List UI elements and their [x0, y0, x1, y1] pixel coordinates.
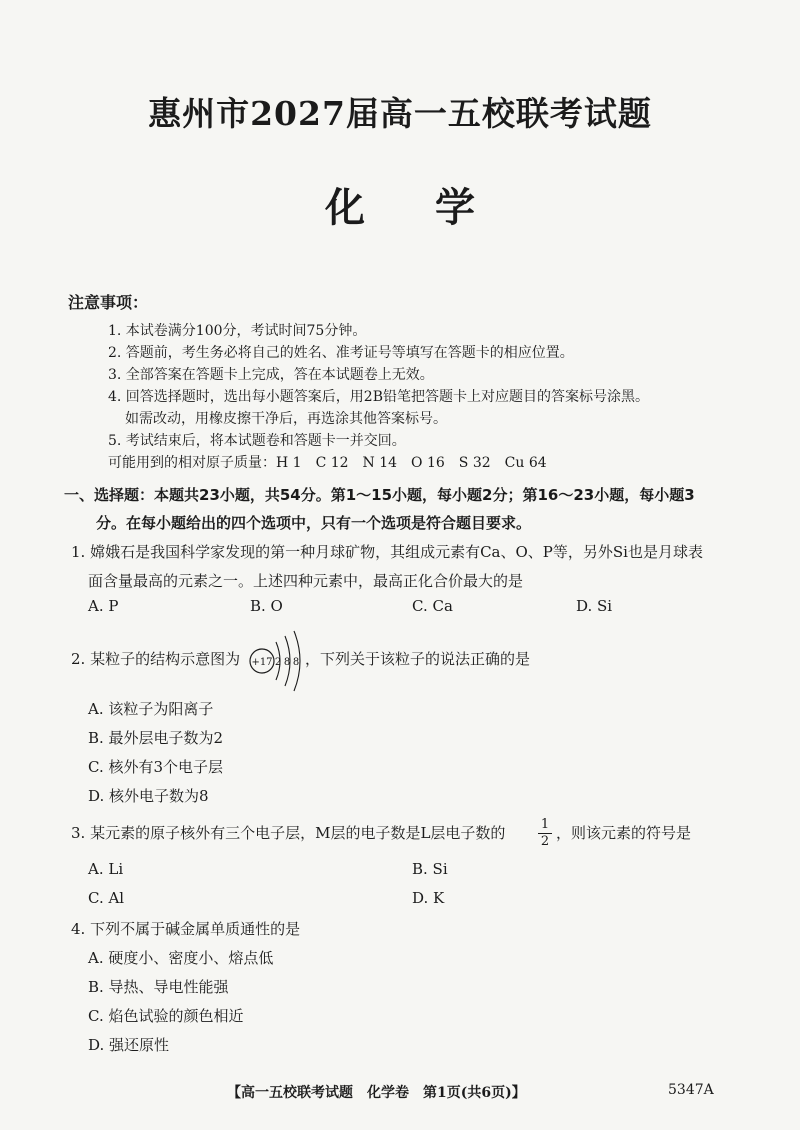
question-3-option: D. K: [412, 889, 445, 907]
question-1-stem: 1. 嫦娥石是我国科学家发现的第一种月球矿物，其组成元素有Ca、O、P等，另外Si也是月球表: [71, 543, 703, 561]
notice-item: 4. 回答选择题时，选出每小题答案后，用2B铅笔把答题卡上对应题目的答案标号涂黑。: [108, 389, 650, 405]
question-1-option: D. Si: [576, 597, 613, 615]
question-3-option: B. Si: [412, 860, 448, 878]
question-4-stem: 4. 下列不属于碱金属单质通性的是: [71, 920, 301, 938]
atomic-mass-line: 可能用到的相对原子质量：H 1 C 12 N 14 O 16 S 32 Cu 64: [108, 455, 547, 471]
question-4-option: A. 硬度小、密度小、熔点低: [88, 949, 274, 967]
notice-item: 3. 全部答案在答题卡上完成，答在本试题卷上无效。: [108, 367, 434, 383]
section-heading: 一、选择题：本题共23小题，共54分。第1～15小题，每小题2分；第16～23小题，每小题3: [64, 486, 695, 504]
fraction-one-half: [538, 818, 552, 849]
question-1-option: C. Ca: [412, 597, 453, 615]
question-3-option: A. Li: [88, 860, 124, 878]
page-title: 惠州市2027届高一五校联考试题: [148, 94, 652, 133]
question-3-stem: ，则该元素的符号是: [556, 824, 692, 842]
shell-electron-count: 2: [274, 657, 282, 668]
question-2-option: A. 该粒子为阳离子: [88, 700, 214, 718]
fraction-numerator: 1: [540, 817, 550, 832]
question-2-option: C. 核外有3个电子层: [88, 758, 224, 776]
fraction-denominator: 2: [540, 834, 550, 849]
question-1-option: A. P: [88, 597, 119, 615]
notice-item: 2. 答题前，考生务必将自己的姓名、准考证号等填写在答题卡的相应位置。: [108, 345, 574, 361]
question-2-option: B. 最外层电子数为2: [88, 729, 224, 747]
section-heading: 分。在每小题给出的四个选项中，只有一个选项是符合题目要求。: [96, 514, 532, 532]
question-4-option: C. 焰色试验的颜色相近: [88, 1007, 244, 1025]
question-2-stem: 2. 某粒子的结构示意图为: [71, 650, 241, 668]
subject-title: 化学: [325, 184, 545, 231]
notice-item: 5. 考试结束后，将本试题卷和答题卡一并交回。: [108, 433, 406, 449]
question-3-stem: 3. 某元素的原子核外有三个电子层，M层的电子数是L层电子数的: [71, 824, 506, 842]
question-1-option: B. O: [250, 597, 283, 615]
question-3-option: C. Al: [88, 889, 125, 907]
question-1-stem: 面含量最高的元素之一。上述四种元素中，最高正化合价最大的是: [88, 572, 524, 590]
nucleus-charge: +17: [251, 657, 273, 668]
paper-code: 5347A: [668, 1082, 714, 1098]
page-footer: 【高一五校联考试题 化学卷 第1页(共6页)】: [227, 1085, 526, 1101]
atom-structure-diagram: [248, 628, 304, 694]
shell-electron-count: 8: [292, 657, 300, 668]
notice-item: 如需改动，用橡皮擦干净后，再选涂其他答案标号。: [125, 411, 447, 427]
shell-electron-count: 8: [283, 657, 291, 668]
notice-item: 1. 本试卷满分100分，考试时间75分钟。: [108, 323, 367, 339]
question-2-option: D. 核外电子数为8: [88, 787, 209, 805]
question-4-option: D. 强还原性: [88, 1036, 170, 1054]
question-4-option: B. 导热、导电性能强: [88, 978, 229, 996]
notice-heading: 注意事项：: [68, 293, 149, 312]
question-2-stem: ，下列关于该粒子的说法正确的是: [305, 650, 531, 668]
